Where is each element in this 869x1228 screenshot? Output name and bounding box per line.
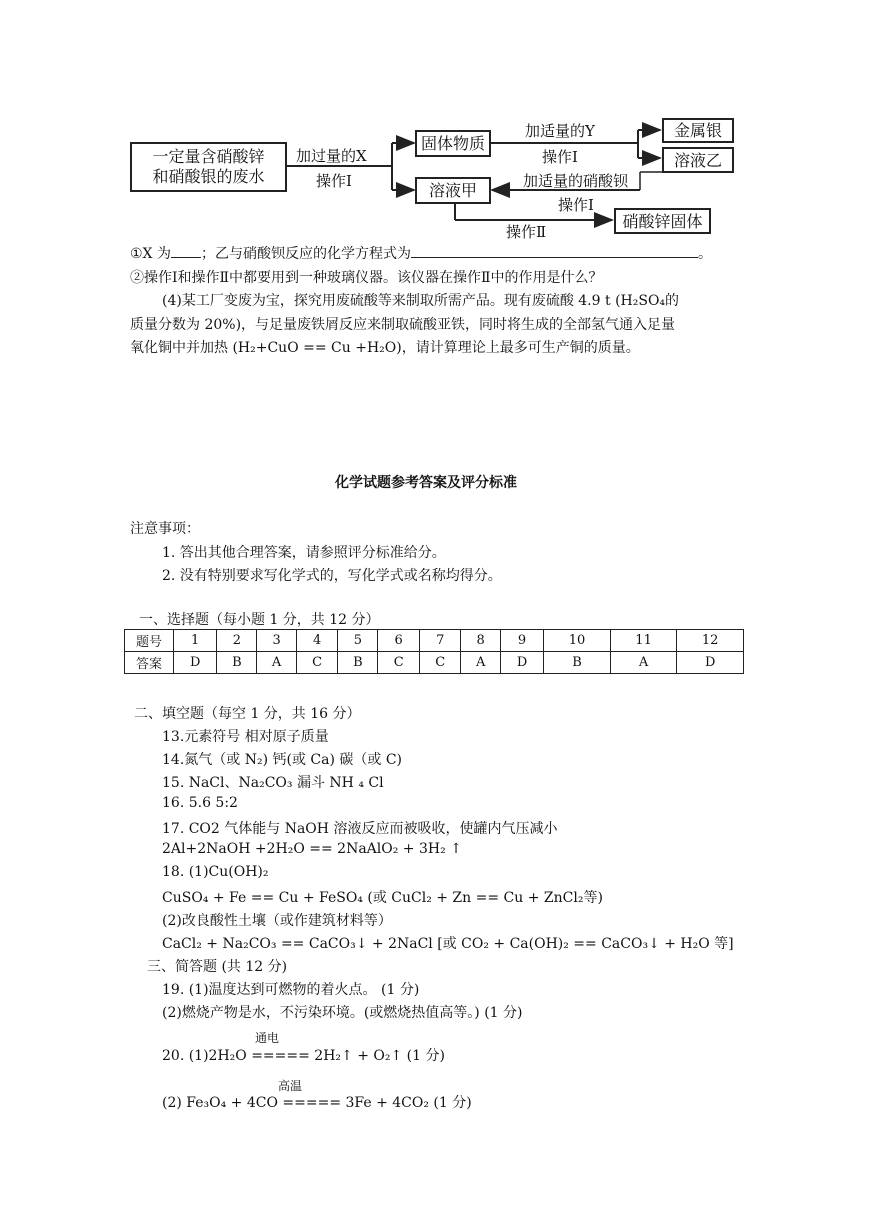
sol-yi-box: 溶液乙: [662, 147, 734, 173]
section-2-title: 二、填空题（每空 1 分，共 16 分）: [134, 706, 361, 722]
table-cell: A: [610, 652, 677, 674]
table-row: [125, 630, 744, 652]
q1-blank-equation[interactable]: [411, 257, 698, 258]
start-box: [130, 142, 287, 192]
op1-left-label: 操作Ⅰ: [316, 172, 352, 190]
op2-label: 操作Ⅱ: [506, 223, 547, 241]
table-cell: 2: [217, 630, 257, 652]
answer-15: 15. NaCl、Na₂CO₃ 漏斗 NH ₄ Cl: [162, 775, 384, 791]
silver-box: 金属银: [662, 118, 734, 143]
flow-diagram-lines: [0, 0, 869, 250]
table-cell: A: [257, 652, 296, 674]
answer-16: 16. 5.6 5:2: [162, 795, 238, 811]
answer-18c: (2)改良酸性土壤（或作建筑材料等）: [162, 913, 392, 929]
table-cell: 4: [296, 630, 338, 652]
table-cell: C: [419, 652, 461, 674]
answer-20b-condition: 高温: [278, 1079, 303, 1093]
table-cell: 12: [677, 630, 744, 652]
q1-part-a: ①X 为: [130, 246, 171, 262]
answer-20: 20. (1)2H₂O ===== 2H₂↑ + O₂↑ (1 分): [162, 1048, 445, 1064]
table-cell: 11: [610, 630, 677, 652]
table-cell: 1: [174, 630, 217, 652]
answer-20-condition: 通电: [255, 1031, 280, 1045]
q1-blank-x[interactable]: [171, 257, 201, 258]
answer-13: 13.元素符号 相对原子质量: [162, 729, 329, 745]
add-y-label: 加适量的Y: [525, 122, 595, 140]
answer-19b: (2)燃烧产物是水，不污染环境。(或燃烧热值高等。) (1 分): [162, 1005, 523, 1021]
start-box-line2: 和硝酸银的废水: [152, 167, 265, 186]
table-cell: B: [217, 652, 257, 674]
table-cell: C: [296, 652, 338, 674]
table-cell: 10: [544, 630, 611, 652]
notes-title: 注意事项：: [130, 521, 200, 537]
add-ba-label: 加适量的硝酸钡: [523, 172, 629, 190]
sol-jia-box: 溶液甲: [415, 177, 491, 204]
question-4-line1: (4)某工厂变废为宝，探究用废硫酸等来制取所需产品。现有废硫酸 4.9 t (H₂SO₄的: [162, 293, 680, 309]
table-cell: D: [500, 652, 543, 674]
table-cell: 9: [500, 630, 543, 652]
note-2: 2. 没有特别要求写化学式的，写化学式或名称均得分。: [162, 568, 502, 584]
q1-end: 。: [697, 246, 712, 262]
table-cell: 6: [378, 630, 420, 652]
answer-20b: (2) Fe₃O₄ + 4CO ===== 3Fe + 4CO₂ (1 分): [162, 1095, 472, 1111]
note-1: 1. 答出其他合理答案，请参照评分标准给分。: [162, 545, 446, 561]
op1-right-label: 操作Ⅰ: [542, 148, 578, 166]
answer-17b: 2Al+2NaOH +2H₂O == 2NaAlO₂ + 3H₂ ↑: [162, 841, 462, 857]
table-cell: C: [378, 652, 420, 674]
answers-title: 化学试题参考答案及评分标准: [335, 475, 517, 491]
table-cell: 7: [419, 630, 461, 652]
table-cell: D: [174, 652, 217, 674]
q1-part-b: ；乙与硝酸钡反应的化学方程式为: [200, 246, 411, 262]
solid-box: 固体物质: [415, 130, 491, 157]
answer-18d: CaCl₂ + Na₂CO₃ == CaCO₃↓ + 2NaCl [或 CO₂ + Ca(OH)₂ == CaCO₃↓ + H₂O 等]: [162, 936, 734, 952]
answer-18b: CuSO₄ + Fe == Cu + FeSO₄ (或 CuCl₂ + Zn == Cu + ZnCl₂等): [162, 890, 603, 906]
table-header-cell: 题号: [125, 630, 174, 652]
op1-bottom-label: 操作Ⅰ: [558, 196, 594, 214]
question-2: ②操作Ⅰ和操作Ⅱ中都要用到一种玻璃仪器。该仪器在操作Ⅱ中的作用是什么？: [130, 270, 603, 286]
answer-19: 19. (1)温度达到可燃物的着火点。 (1 分): [162, 982, 420, 998]
table-row: [125, 652, 744, 674]
answer-table: [124, 629, 744, 674]
question-1: [130, 243, 712, 263]
answer-18: 18. (1)Cu(OH)₂: [162, 864, 269, 880]
zn-solid-box: 硝酸锌固体: [614, 208, 711, 234]
table-cell: B: [544, 652, 611, 674]
table-cell: 5: [338, 630, 378, 652]
table-cell: 3: [257, 630, 296, 652]
section-3-title: 三、简答题 (共 12 分): [147, 959, 288, 975]
answer-14: 14.氮气（或 N₂) 钙(或 Ca) 碳（或 C): [162, 752, 402, 768]
answer-17: 17. CO2 气体能与 NaOH 溶液反应而被吸收，使罐内气压减小: [162, 821, 558, 837]
section-1-title: 一、选择题（每小题 1 分，共 12 分）: [139, 612, 380, 628]
start-box-line1: 一定量含硝酸锌: [152, 147, 265, 166]
table-cell: B: [338, 652, 378, 674]
table-header-cell: 答案: [125, 652, 174, 674]
table-cell: 8: [461, 630, 500, 652]
question-4-line2: 质量分数为 20%)，与足量废铁屑反应来制取硫酸亚铁，同时将生成的全部氢气通入足量: [130, 317, 676, 333]
question-4-line3: 氧化铜中并加热 (H₂+CuO == Cu +H₂O)，请计算理论上最多可生产铜的质量。: [130, 340, 640, 356]
add-x-label: 加过量的X: [296, 147, 367, 165]
table-cell: A: [461, 652, 500, 674]
table-cell: D: [677, 652, 744, 674]
